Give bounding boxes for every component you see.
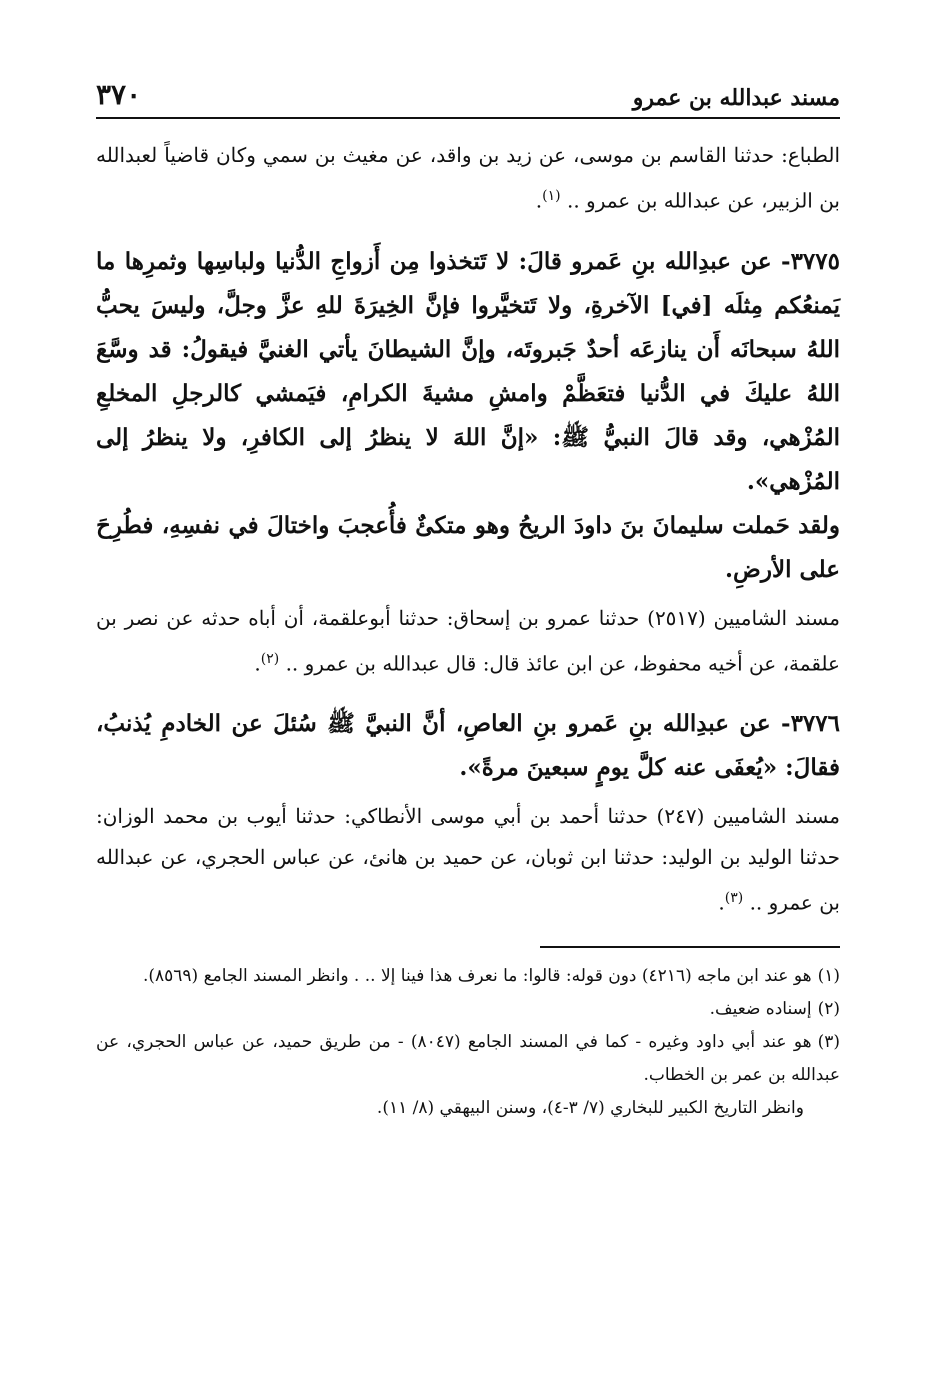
source-text: مسند الشاميين (٢٥١٧) حدثنا عمرو بن إسحاق: حدثنا أبوعلقمة، أن أباه حدثه عن نصر بن علقمة، عن أخيه محفوظ، عن ابن عائذ قال: قال عبدالله بن عمرو .. <box>96 605 840 676</box>
footnote-text: هو عند ابن ماجه (٤٢١٦) دون قوله: قالوا: ما نعرف هذا فينا إلا .. . وانظر المسند الجامع (٨٥٦٩). <box>142 965 812 986</box>
footnote-separator <box>540 946 840 948</box>
running-title: مسند عبدالله بن عمرو <box>632 85 840 111</box>
source-paragraph-1: الطباع: حدثنا القاسم بن موسى، عن زيد بن واقد، عن مغيث بن سمي وكان قاضياً لعبدالله بن الزبير، عن عبدالله بن عمرو .. $^{(١)}$. <box>96 143 840 213</box>
source-text: مسند الشاميين (٢٤٧) حدثنا أحمد بن أبي موسى الأنطاكي: حدثنا أيوب بن محمد الوزان: حدثنا الوليد بن الوليد: حدثنا ابن ثوبان، عن حميد بن هانئ، عن عباس الحجري، عن عبدالله بن عمرو .. <box>96 804 840 915</box>
footnote-3-continuation: وانظر التاريخ الكبير للبخاري (٧/ ٣-٤)، وسنن البيهقي (٨/ ١١). <box>376 1097 804 1118</box>
footnote-ref: (٣) <box>724 890 744 907</box>
hadith-3775: ٣٧٧٥- عن عبدِالله بنِ عَمرو قالَ: لا تَتخذوا مِن أَزواجِ الدُّنيا ولباسِها وثمرِها ما يَمنعُكم مِثلَه [في] الآخرةِ، ولا تَتخيَّروا فإنَّ الخِيرَةَ للهِ عزَّ وجلَّ، وليسَ يحبُّ اللهُ سبحانَه أَن ينازعَه أحدٌ جَبروتَه، وإنَّ الشيطانَ يأتي الغنيَّ فيقولُ: قد وسَّعَ اللهُ عليكَ في الدُّنيا فتعَظَّمْ وامشِ مشيةَ الكرامِ، فيَمشي كالرجلِ المخلعِ المُزْهي، وقد قالَ النبيُّ ﷺ: «إنَّ اللهَ لا ينظرُ إلى الكافرِ، ولا ينظرُ إلى المُزْهي». <box>96 247 840 495</box>
hadith-3776: ٣٧٧٦- عن عبدِالله بنِ عَمرو بنِ العاصِ، أنَّ النبيَّ ﷺ سُئلَ عن الخادمِ يُذنبُ، فقالَ: «يُعفَى عنه كلَّ يومٍ سبعينَ مرةً». <box>96 710 840 782</box>
footnote-ref: (١) <box>542 188 561 204</box>
footnote-text: إسناده ضعيف. <box>709 998 812 1019</box>
footnote-number: (١) <box>817 965 840 986</box>
page-header <box>96 78 840 119</box>
footnote-number: (٣) <box>817 1031 840 1052</box>
source-text: الطباع: حدثنا القاسم بن موسى، عن زيد بن واقد، عن مغيث بن سمي وكان قاضياً لعبدالله بن الزبير، عن عبدالله بن عمرو .. <box>96 143 840 213</box>
footnote-ref: (٢) <box>260 650 280 667</box>
footnote-number: (٢) <box>817 998 840 1019</box>
footnote-text: هو عند أبي داود وغيره - كما في المسند الجامع (٨٠٤٧) - من طريق حميد، عن عباس الحجري، عن عبدالله بن عمر بن الخطاب. <box>96 1031 840 1085</box>
hadith-3775-continuation: ولقد حَملت سليمانَ بنَ داودَ الريحُ وهو متكئٌ فأُعجبَ واختالَ في نفسِهِ، فطُرِحَ على الأرضِ. <box>96 511 840 583</box>
page-number: ٣٧٠ <box>96 78 142 111</box>
footnote-1 <box>96 960 840 993</box>
source-paragraph-3776: مسند الشاميين (٢٤٧) حدثنا أحمد بن أبي موسى الأنطاكي: حدثنا أيوب بن محمد الوزان: حدثنا الوليد بن الوليد: حدثنا ابن ثوبان، عن حميد بن هانئ، عن عباس الحجري، عن عبدالله بن عمرو .. $^{(٣)}$. <box>96 804 840 915</box>
footnote-3 <box>96 1026 840 1092</box>
source-paragraph-3775: مسند الشاميين (٢٥١٧) حدثنا عمرو بن إسحاق: حدثنا أبوعلقمة، أن أباه حدثه عن نصر بن علقمة، عن أخيه محفوظ، عن ابن عائذ قال: قال عبدالله بن عمرو .. $^{(٢)}$. <box>96 605 840 676</box>
footnote-2 <box>96 993 840 1026</box>
